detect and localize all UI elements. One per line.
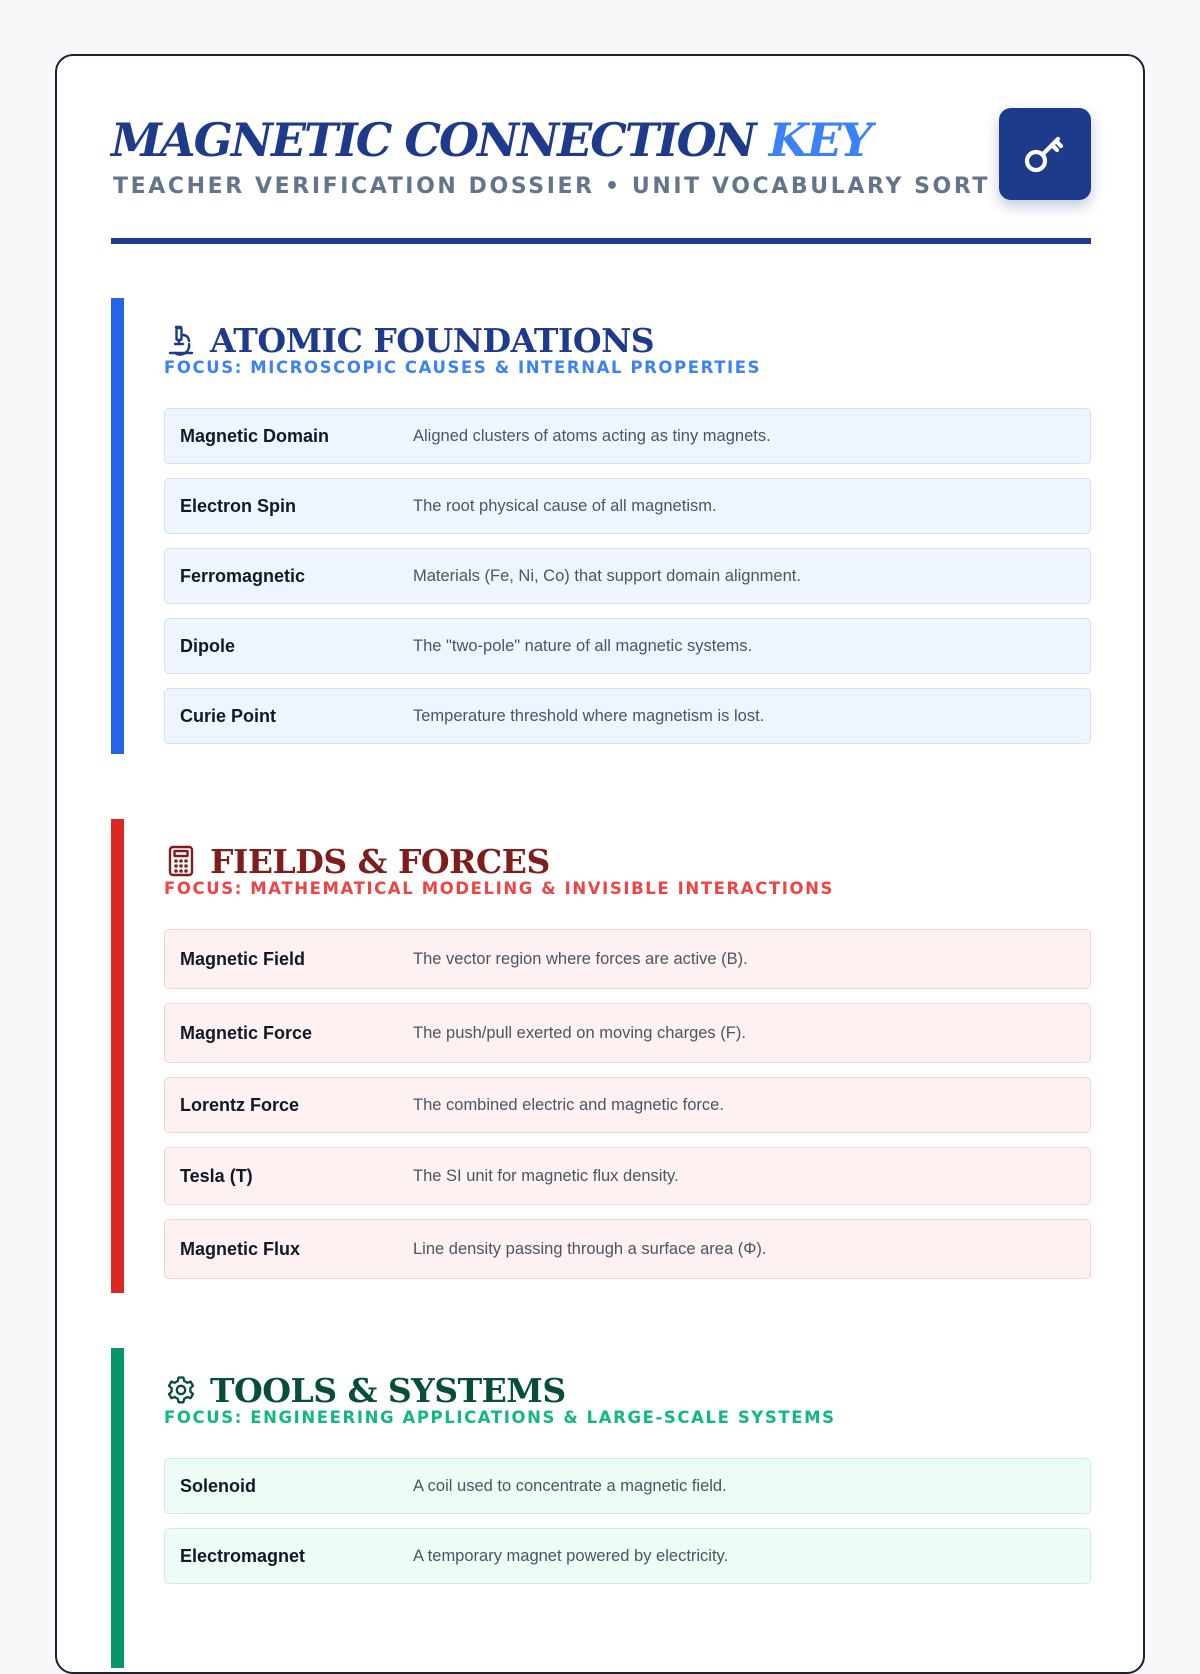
term-definition: Line density passing through a surface area (Φ).: [413, 1239, 767, 1258]
calculator-icon: [164, 844, 198, 878]
term-definition: The SI unit for magnetic flux density.: [413, 1166, 679, 1185]
term-name: Electron Spin: [180, 495, 297, 516]
header-divider: [111, 238, 1091, 244]
term-row: [164, 478, 1091, 534]
term-row: [164, 1458, 1091, 1514]
gear-icon: [164, 1373, 198, 1407]
term-definition: The push/pull exerted on moving charges (F).: [413, 1023, 746, 1042]
term-row: [164, 408, 1091, 464]
section-accent-bar: [111, 298, 124, 754]
section-accent-bar: [111, 819, 124, 1293]
title-accent: KEY: [768, 113, 871, 167]
section-title: TOOLS & SYSTEMS: [210, 1370, 566, 1410]
term-name: Magnetic Field: [180, 948, 306, 969]
term-row: [164, 688, 1091, 744]
section-accent-bar: [111, 1348, 124, 1668]
title-main: MAGNETIC CONNECTION: [111, 113, 755, 167]
term-list: [164, 408, 1091, 758]
term-name: Magnetic Force: [180, 1022, 313, 1043]
term-definition: Aligned clusters of atoms acting as tiny magnets.: [413, 426, 771, 445]
key-badge: [999, 108, 1091, 200]
term-name: Electromagnet: [180, 1545, 306, 1566]
term-name: Curie Point: [180, 705, 277, 726]
term-definition: A coil used to concentrate a magnetic field.: [413, 1476, 727, 1495]
term-name: Ferromagnetic: [180, 565, 306, 586]
term-name: Tesla (T): [180, 1165, 253, 1186]
section-title: ATOMIC FOUNDATIONS: [210, 320, 655, 360]
term-name: Dipole: [180, 635, 236, 656]
term-row: [164, 1003, 1091, 1063]
section-fields-forces: [111, 819, 1091, 1293]
page-subtitle: TEACHER VERIFICATION DOSSIER • UNIT VOCABULARY SORT: [113, 174, 991, 199]
section-focus: FOCUS: MICROSCOPIC CAUSES & INTERNAL PROPERTIES: [164, 358, 762, 377]
term-definition: The vector region where forces are active (B).: [413, 949, 748, 968]
term-definition: Temperature threshold where magnetism is lost.: [413, 706, 765, 725]
microscope-icon: [164, 323, 198, 357]
term-row: [164, 548, 1091, 604]
term-name: Lorentz Force: [180, 1094, 300, 1115]
term-definition: Materials (Fe, Ni, Co) that support domain alignment.: [413, 566, 801, 585]
key-icon: [1019, 126, 1071, 183]
section-title: FIELDS & FORCES: [210, 841, 550, 881]
header: [111, 108, 1091, 240]
section-tools-systems: [111, 1348, 1091, 1668]
term-list: [164, 929, 1091, 1293]
term-row: [164, 1077, 1091, 1133]
term-name: Solenoid: [180, 1475, 256, 1496]
term-definition: The root physical cause of all magnetism.: [413, 496, 717, 515]
term-row: [164, 1528, 1091, 1584]
verification-sheet: [55, 54, 1145, 1674]
term-name: Magnetic Flux: [180, 1238, 301, 1259]
term-definition: A temporary magnet powered by electricity.: [413, 1546, 729, 1565]
term-row: [164, 1147, 1091, 1205]
term-definition: The "two-pole" nature of all magnetic systems.: [413, 636, 753, 655]
section-focus: FOCUS: MATHEMATICAL MODELING & INVISIBLE INTERACTIONS: [164, 879, 834, 898]
term-row: [164, 618, 1091, 674]
term-row: [164, 929, 1091, 989]
section-atomic-foundations: [111, 298, 1091, 754]
section-focus: FOCUS: ENGINEERING APPLICATIONS & LARGE-SCALE SYSTEMS: [164, 1408, 836, 1427]
page-title: [111, 108, 1091, 172]
term-list: [164, 1458, 1091, 1598]
term-row: [164, 1219, 1091, 1279]
term-name: Magnetic Domain: [180, 425, 330, 446]
term-definition: The combined electric and magnetic force.: [413, 1095, 724, 1114]
